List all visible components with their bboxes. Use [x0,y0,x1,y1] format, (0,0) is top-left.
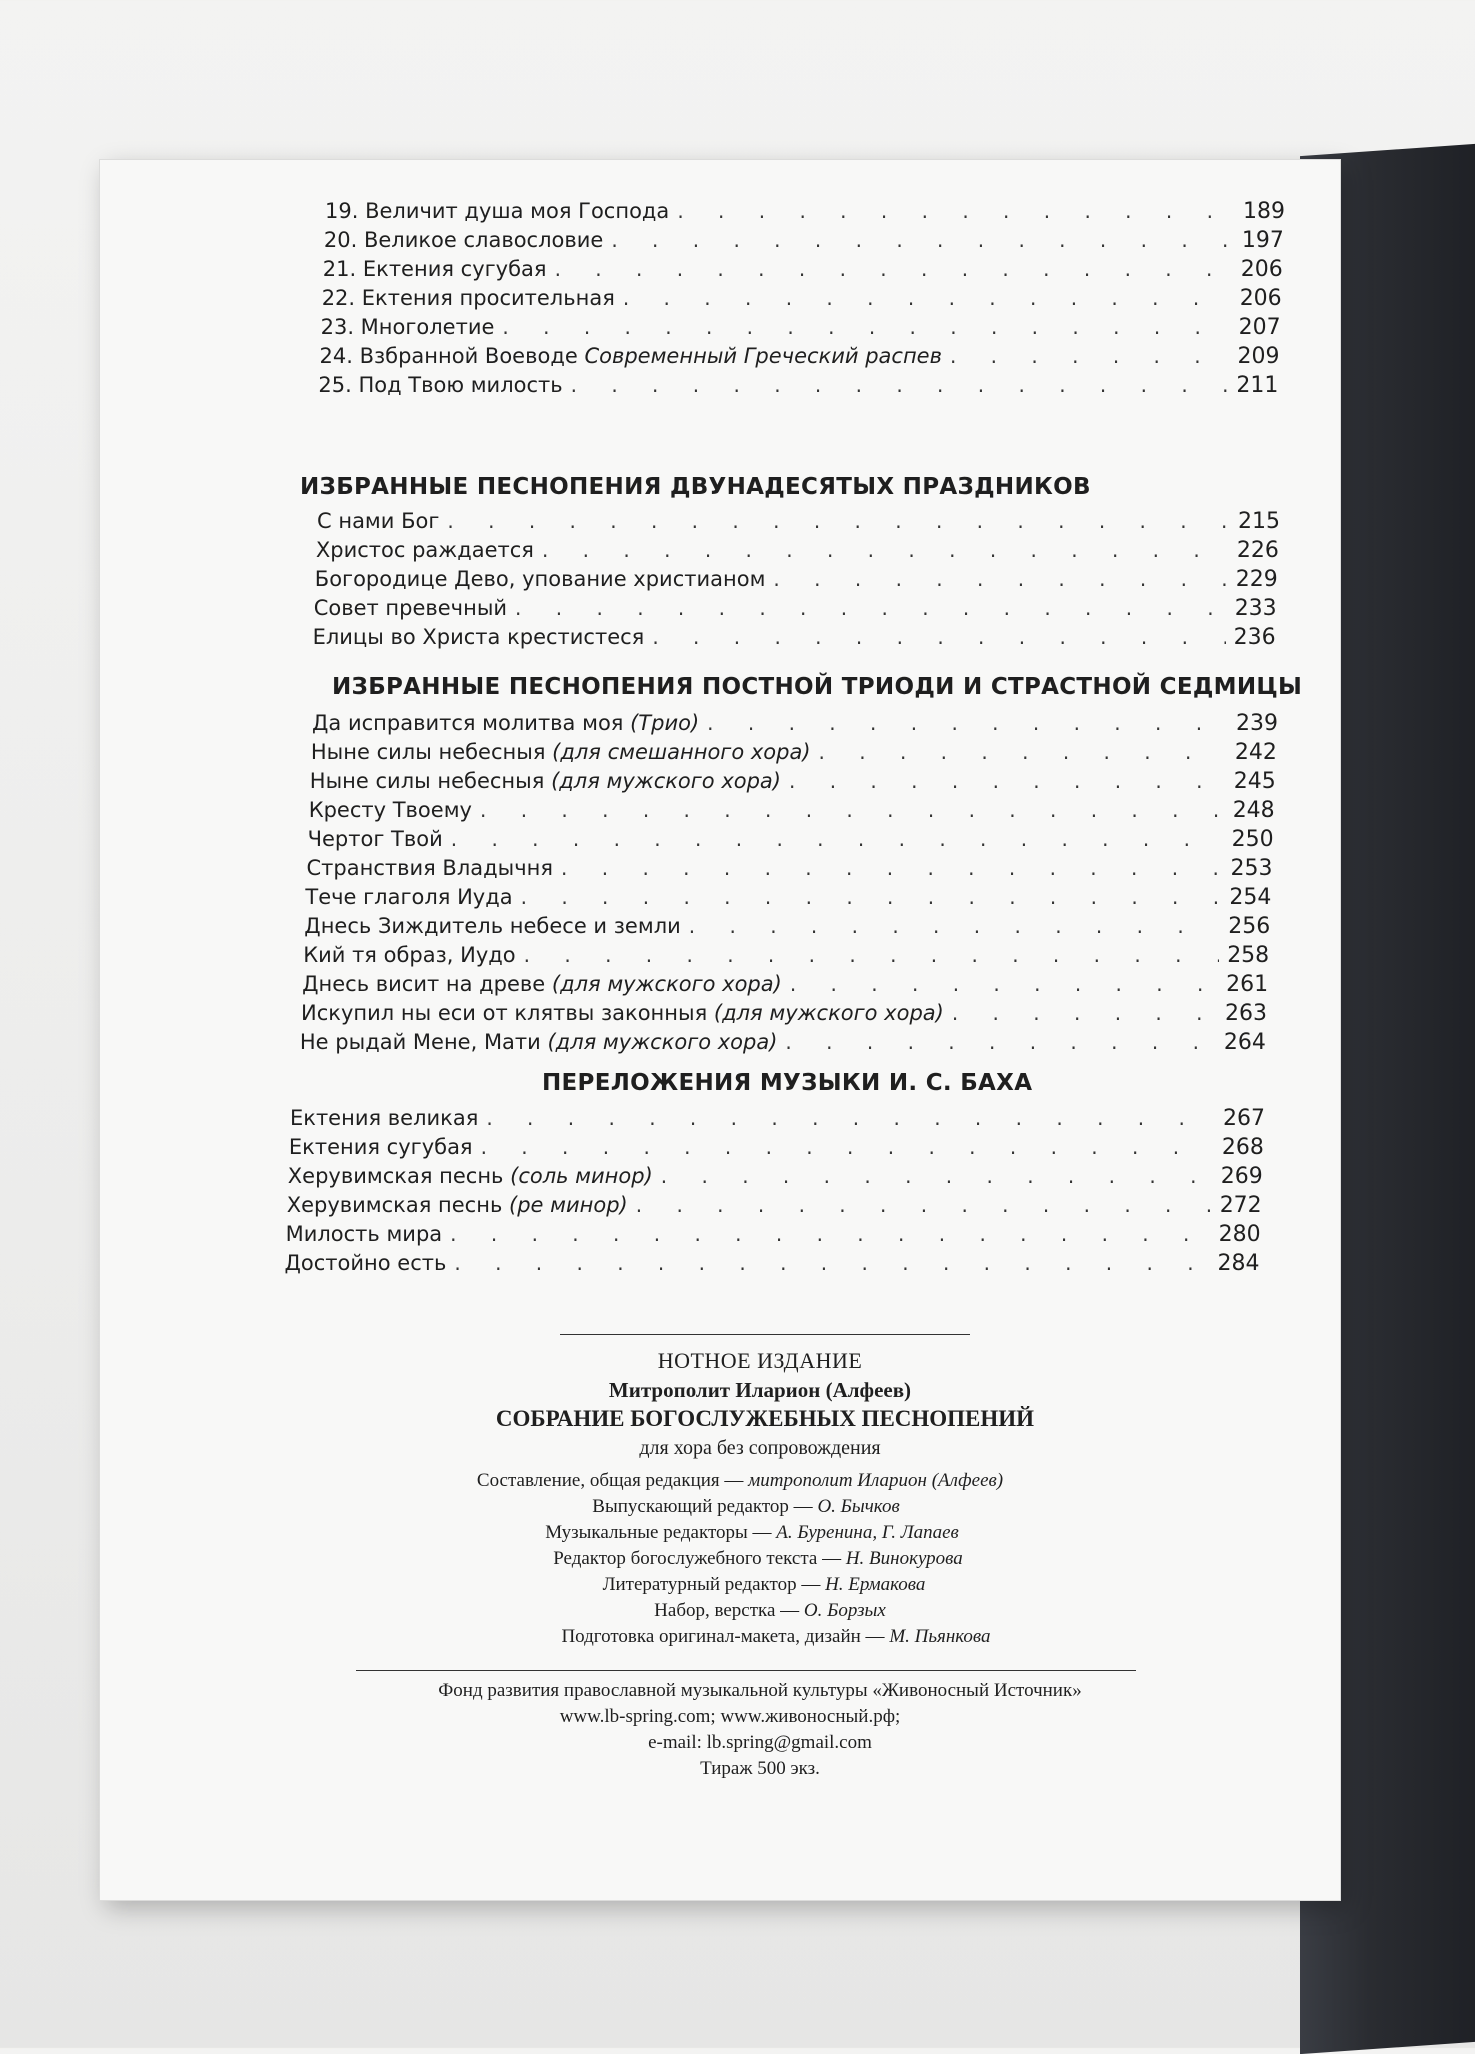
toc-entry-name: Христос раждается [315,538,534,562]
edition-type: НОТНОЕ ИЗДАНИЕ [657,1348,863,1373]
credit-line [336,1496,1156,1518]
toc-entry-title [290,1105,478,1131]
publisher: Фонд развития православной музыкальной культуры «Живоносный Источник» [438,1680,1082,1701]
toc-entry-name: Днесь висит на древе [302,972,552,996]
toc-page-number: 211 [1236,373,1279,398]
section-heading-feasts: ИЗБРАННЫЕ ПЕСНОПЕНИЯ ДВУНАДЕСЯТЫХ ПРАЗДНИКОВ [300,474,1091,500]
credit-role: Составление, общая редакция — [476,1470,749,1491]
toc-entry-title [324,227,603,253]
print-run: Тираж 500 экз. [700,1758,820,1779]
toc-page-number: 267 [1223,1106,1265,1131]
toc-page-number: 226 [1236,538,1279,563]
toc-dot-leader [790,971,1218,997]
toc-entry [323,256,1283,283]
toc-entry [318,372,1278,399]
toc-dot-leader [707,710,1228,736]
toc-entry-title [310,768,781,794]
imprint-divider-top [560,1334,970,1335]
toc-dot-leader [561,855,1222,881]
toc-entry-note: (для мужского хора) [551,972,782,996]
toc-entry-name: Ектения великая [290,1106,479,1130]
credit-role: Литературный редактор — [602,1574,826,1595]
toc-dot-leader [819,739,1227,765]
toc-entry-name: Елицы во Христа крестистеся [312,625,645,649]
toc-entry-title [315,566,766,592]
toc-page-number: 253 [1230,856,1273,881]
toc-page-number: 272 [1219,1193,1262,1218]
toc-entry-title [320,343,942,369]
toc-entry [287,1192,1262,1219]
toc-entry-name: Странствия Владычня [306,856,554,880]
toc-dot-leader [521,884,1222,910]
toc-page-number: 245 [1233,769,1276,794]
toc-page-number: 206 [1240,257,1283,282]
toc-dot-leader [785,1029,1215,1055]
toc-page-number: 189 [1243,199,1285,224]
toc-entry-name: 20. Великое славословие [323,228,604,252]
toc-entry [303,942,1269,969]
credit-line [354,1574,1174,1596]
toc-entry-note: (ре минор) [509,1193,628,1217]
toc-entry-name: Ектения сугубая [288,1135,473,1159]
toc-entry-title [307,855,554,881]
toc-entry [322,285,1282,312]
toc-page-number: 264 [1223,1030,1266,1055]
toc-entry [307,855,1273,882]
toc-entry-name: Ныне силы небесныя [309,769,552,793]
toc-entry-name: Кресту Твоему [308,798,472,822]
toc-entry-note: (для мужского хора) [551,769,781,793]
credit-role: Музыкальные редакторы — [545,1522,777,1543]
toc-dot-leader [661,1163,1213,1189]
toc-page-number: 197 [1241,228,1284,253]
toc-dot-leader [950,343,1230,369]
toc-entry [315,566,1278,593]
toc-dot-leader [502,314,1230,340]
toc-entry [290,1105,1265,1132]
toc-dot-leader [447,508,1230,534]
credit-name: О. Борзых [803,1600,886,1621]
toc-entry-name: Достойно есть [284,1251,447,1275]
toc-entry-note: (для смешанного хора) [552,740,811,764]
toc-entry-title [317,508,439,534]
toc-page-number: 280 [1218,1222,1261,1247]
toc-entry-name: Милость мира [285,1222,443,1246]
toc-entry-title [304,913,680,939]
toc-entry [314,595,1277,622]
toc-entry-name: Совет превечный [313,596,508,620]
toc-entry [301,1000,1267,1027]
toc-entry-title [286,1221,443,1247]
toc-entry [316,537,1279,564]
toc-dot-leader [789,768,1226,794]
credit-role: Редактор богослужебного текста — [553,1548,846,1569]
toc-dot-leader [611,227,1234,253]
credit-line [330,1470,1150,1492]
toc-entry-name: Херувимская песнь [287,1164,511,1188]
toc-entry-note: Современный Греческий распев [584,344,942,368]
book-title: СОБРАНИЕ БОГОСЛУЖЕБНЫХ ПЕСНОПЕНИЙ [495,1406,1035,1431]
toc-page-number: 206 [1239,286,1282,311]
toc-dot-leader [636,1192,1212,1218]
toc-entry-title [301,1000,944,1026]
toc-entry-note: (для мужского хора) [713,1001,944,1025]
toc-dot-leader [515,595,1227,621]
toc-entry-title [287,1192,628,1218]
toc-dot-leader [486,1105,1215,1131]
book-subtitle: для хора без сопровождения [639,1437,881,1459]
toc-entry-title [309,797,472,823]
toc-entry-title [312,710,699,736]
toc-entry [305,884,1271,911]
credit-name: М. Пьянкова [889,1626,991,1647]
toc-entry-name: Не рыдай Мене, Мати [299,1030,548,1054]
toc-entry-title [322,285,615,311]
toc-dot-leader [677,198,1235,224]
toc-entry-name: 21. Ектения сугубая [322,257,547,281]
toc-dot-leader [555,256,1233,282]
section-heading-bach: ПЕРЕЛОЖЕНИЯ МУЗЫКИ И. С. БАХА [542,1070,1033,1096]
credit-name: О. Бычков [817,1496,900,1517]
toc-dot-leader [952,1000,1217,1026]
toc-entry-note: (Трио) [630,711,700,735]
toc-page-number: 233 [1234,596,1277,621]
credit-role: Подготовка оригинал-макета, дизайн — [561,1626,890,1647]
toc-entry-name: 25. Под Твою милость [318,373,563,397]
toc-entry-title [300,1029,778,1055]
toc-entry-name: Херувимская песнь [286,1193,510,1217]
toc-dot-leader [773,566,1227,592]
credit-line [348,1548,1168,1570]
toc-entry [286,1221,1261,1248]
toc-page-number: 242 [1234,740,1277,765]
toc-entry-name: Богородице Дево, упование христианом [314,567,766,591]
toc-page-number: 268 [1221,1135,1264,1160]
credit-name: Н. Винокурова [845,1548,963,1569]
toc-page-number: 215 [1238,509,1280,534]
toc-entry-name: Чертог Твой [307,827,443,851]
credit-line [360,1600,1180,1622]
toc-page-number: 250 [1231,827,1274,852]
toc-entry-title [311,739,811,765]
toc-page-number: 256 [1228,914,1271,939]
toc-entry-title [323,256,547,282]
credit-line [342,1522,1162,1544]
toc-entry [302,971,1268,998]
book-page [100,160,1340,1900]
toc-dot-leader [481,1134,1214,1160]
toc-entry-name: Искупил ны еси от клятвы законныя [301,1001,714,1025]
toc-entry-name: Тече глаголя Иуда [305,885,513,909]
toc-dot-leader [571,372,1229,398]
toc-entry [308,826,1274,853]
toc-dot-leader [450,1221,1210,1247]
toc-page-number: 207 [1238,315,1281,340]
toc-entry [324,227,1284,254]
toc-dot-leader [480,797,1225,823]
credit-name: А. Буренина, Г. Лапаев [776,1522,959,1543]
credit-line [366,1626,1186,1648]
toc-entry [304,913,1270,940]
toc-dot-leader [451,826,1224,852]
toc-entry-note: (соль минор) [510,1164,653,1188]
toc-page-number: 261 [1226,972,1269,997]
toc-entry-title [325,198,669,224]
toc-entry-name: С нами Бог [317,509,440,533]
toc-page-number: 263 [1225,1001,1267,1026]
toc-entry-title [314,595,507,621]
toc-page-number: 209 [1237,344,1280,369]
toc-entry-title [285,1250,447,1276]
toc-page-number: 258 [1227,943,1270,968]
toc-page-number: 229 [1235,567,1278,592]
toc-entry-title [303,942,515,968]
toc-entry-title [313,624,645,650]
toc-entry-note: (для мужского хора) [547,1030,778,1054]
imprint-divider-bottom [356,1670,1136,1671]
toc-entry [288,1163,1263,1190]
toc-page-number: 248 [1232,798,1275,823]
toc-entry-title [305,884,512,910]
section-heading-lenten-triodion: ИЗБРАННЫЕ ПЕСНОПЕНИЯ ПОСТНОЙ ТРИОДИ И СТРАСТНОЙ СЕДМИЦЫ [332,674,1303,700]
toc-page-number: 239 [1236,711,1278,736]
toc-entry [311,739,1277,766]
toc-entry [285,1250,1260,1277]
toc-entry-title [318,372,562,398]
email: e-mail: lb.spring@gmail.com [648,1732,872,1753]
toc-entry-title [308,826,443,852]
toc-dot-leader [454,1250,1209,1276]
toc-page-number: 236 [1233,625,1276,650]
toc-dot-leader [652,624,1225,650]
toc-entry [309,797,1275,824]
toc-entry [312,710,1278,737]
toc-entry-name: 19. Величит душа моя Господа [325,199,670,223]
toc-page-number: 284 [1217,1251,1260,1276]
toc-entry [325,198,1285,225]
toc-entry [321,314,1281,341]
credit-name: митрополит Иларион (Алфеев) [748,1470,1004,1491]
toc-entry-name: Кий тя образ, Иудо [303,943,516,967]
toc-entry [300,1029,1266,1056]
toc-entry-title [302,971,782,997]
toc-entry-name: 24. Взбранной Воеводе [319,344,585,368]
toc-page-number: 269 [1220,1164,1263,1189]
credit-name: Н. Ермакова [825,1574,926,1595]
toc-entry-name: Да исправится молитва моя [312,711,631,735]
toc-entry [289,1134,1264,1161]
credit-role: Выпускающий редактор — [592,1496,818,1517]
toc-entry-title [321,314,495,340]
credit-role: Набор, верстка — [654,1600,804,1621]
toc-entry [317,508,1280,535]
toc-entry-title [316,537,534,563]
toc-page-number: 254 [1229,885,1272,910]
toc-entry-title [288,1163,653,1189]
toc-entry-title [289,1134,473,1160]
toc-entry [320,343,1280,370]
toc-dot-leader [689,913,1221,939]
toc-entry-name: Ныне силы небесныя [310,740,553,764]
toc-dot-leader [524,942,1220,968]
websites: www.lb-spring.com; www.живоносный.рф; [559,1706,901,1727]
author: Митрополит Иларион (Алфеев) [608,1378,912,1402]
toc-entry-name: 23. Многолетие [320,315,495,339]
toc-entry-name: 22. Ектения просительная [321,286,615,310]
toc-entry [313,624,1276,651]
toc-entry [310,768,1276,795]
toc-dot-leader [623,285,1232,311]
toc-dot-leader [542,537,1229,563]
toc-entry-name: Днесь Зиждитель небесе и земли [304,914,681,938]
